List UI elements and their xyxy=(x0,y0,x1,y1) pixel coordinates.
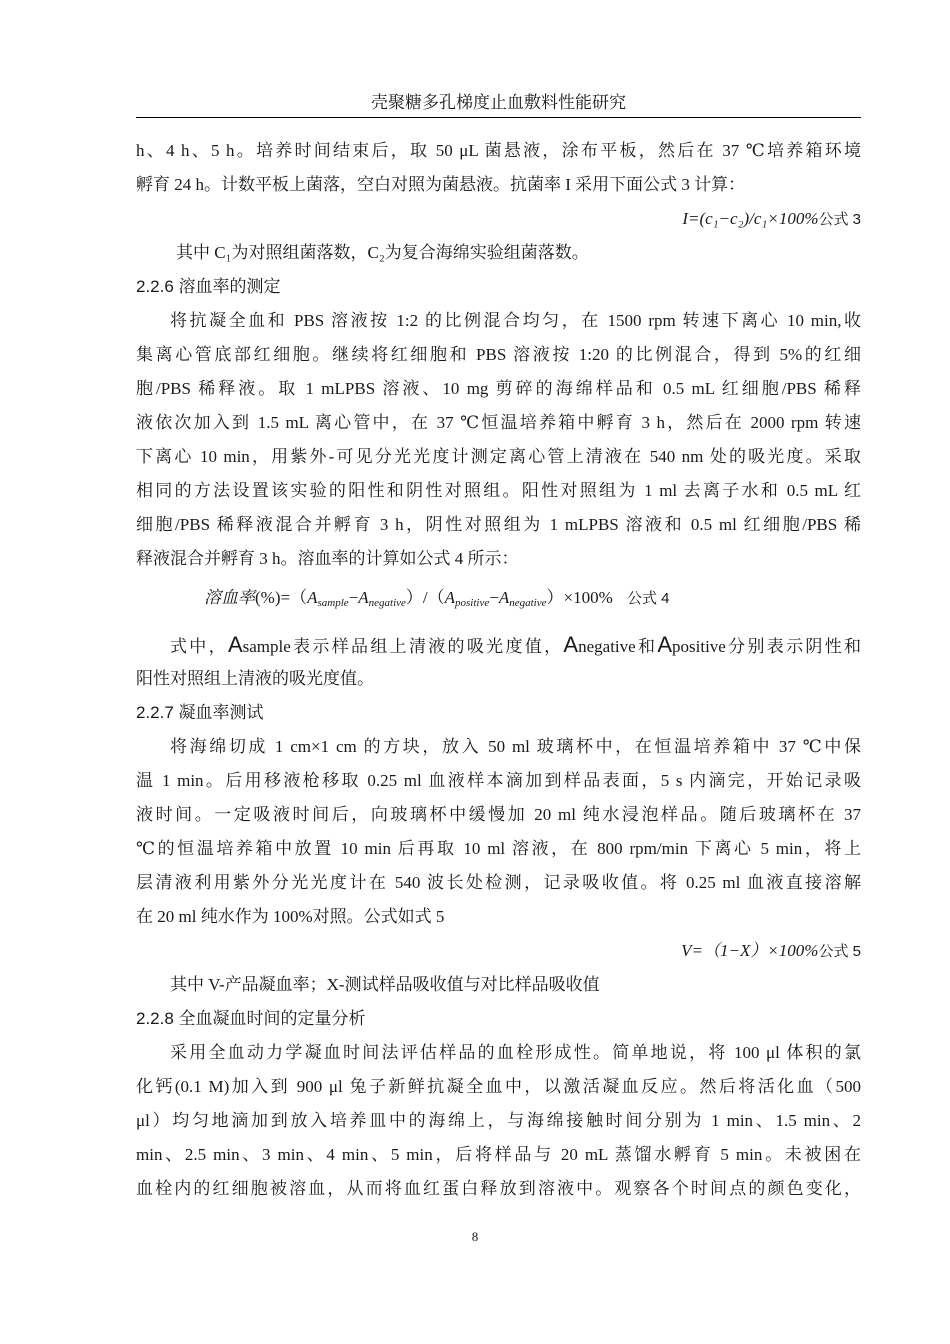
formula-4-minus: − xyxy=(348,588,359,607)
formula-5-note: 其中 V-产品凝血率；X-测试样品吸收值与对比样品吸收值 xyxy=(170,975,600,994)
paragraph-line: 细胞/PBS 稀释液混合并孵育 3 h，阴性对照组为 1 mLPBS 溶液和 0.5 ml 红细胞/PBS 稀 xyxy=(136,515,861,534)
formula-3 xyxy=(136,202,861,236)
paragraph-line: 血栓内的红细胞被溶血，从而将血红蛋白释放到溶液中。观察各个时间点的颜色变化， xyxy=(136,1179,861,1198)
formula-3-note: 其中 C₁为对照组菌落数，C₂为复合海绵实验组菌落数。 xyxy=(176,243,589,262)
paragraph-line: 采用全血动力学凝血时间法评估样品的血栓形成性。简单地说，将 100 μl 体积的氯 xyxy=(170,1043,861,1062)
paragraph-line: h、4 h、5 h。培养时间结束后，取 50 μL 菌悬液，涂布平板，然后在 37 ℃培养箱环境 xyxy=(136,141,861,160)
explain-text-1: 表示样品组上清液的吸光度值， xyxy=(290,637,564,656)
formula-4-mid: ）/（ xyxy=(405,588,445,607)
explain-text-3: 分别表示阴性和 xyxy=(725,637,862,656)
formula-4-tail: ）×100% xyxy=(546,588,613,607)
paragraph-line: 相同的方法设置该实验的阳性和阴性对照组。阳性对照组为 1 ml 去离子水和 0.5 mL 红 xyxy=(136,481,861,500)
section-heading-2-2-6: 2.2.6 溶血率的测定 xyxy=(136,277,281,296)
explain-sub-sample: sample xyxy=(242,637,291,656)
paragraph-line: 将海绵切成 1 cm×1 cm 的方块，放入 50 ml 玻璃杯中，在恒温培养箱中 37 ℃中保 xyxy=(170,737,861,756)
explain-a: A xyxy=(227,632,243,657)
formula-4 xyxy=(136,576,861,628)
formula-4-eq: =（ xyxy=(280,588,308,607)
header-rule xyxy=(136,117,861,118)
paragraph-line: 在 20 ml 纯水作为 100%对照。公式如式 5 xyxy=(136,907,445,926)
running-header: 壳聚糖多孔梯度止血敷料性能研究 xyxy=(371,93,626,112)
explain-sub-negative: negative xyxy=(578,637,636,656)
paragraph-line: 温 1 min。后用移液枪移取 0.25 ml 血液样本滴加到样品表面，5 s 内滴完，开始记录吸 xyxy=(136,771,861,790)
section-heading-2-2-8: 2.2.8 全血凝血时间的定量分析 xyxy=(136,1009,366,1028)
paragraph-line: 下离心 10 min，用紫外-可见分光光度计测定离心管上清液在 540 nm 处的吸光度。采取 xyxy=(136,447,861,466)
explain-sub-positive: positive xyxy=(672,637,726,656)
explain-text-2: 和 xyxy=(635,637,658,656)
page-number: 8 xyxy=(471,1229,479,1244)
formula-4-a: A xyxy=(498,588,510,607)
formula-4-a: A xyxy=(358,588,369,607)
paragraph-line: 集离心管底部红细胞。继续将红细胞和 PBS 溶液按 1:20 的比例混合，得到 5%的红细 xyxy=(136,345,861,364)
formula-4-sub-negative: negative xyxy=(368,597,406,609)
paragraph-line: ℃的恒温培养箱中放置 10 min 后再取 10 ml 溶液，在 800 rpm/min 下离心 5 min，将上 xyxy=(136,839,861,858)
explain-a: A xyxy=(657,632,673,657)
formula-4-lhs: 溶血率 xyxy=(204,588,255,607)
formula-5-expression: V=（1−X）×100% xyxy=(681,941,819,960)
formula-4-sub-negative: negative xyxy=(509,597,547,609)
formula-4-minus: − xyxy=(489,588,499,607)
explain-a: A xyxy=(563,632,579,657)
paragraph-line: 化钙(0.1 M)加入到 900 μl 兔子新鲜抗凝全血中，以激活凝血反应。然后将活化血（500 xyxy=(136,1077,861,1096)
paragraph-line: 释液混合并孵育 3 h。溶血率的计算如公式 4 所示： xyxy=(136,549,519,568)
formula-3-expression: I=(c₁−c₂)/c₁×100% xyxy=(682,209,819,228)
formula-4-label: 公式 4 xyxy=(626,590,670,607)
paragraph-line: 层清液利用紫外分光光度计在 540 波长处检测，记录吸收值。将 0.25 ml 血液直接溶解 xyxy=(136,873,861,892)
formula-4-unit: (%) xyxy=(255,588,281,607)
formula-3-label: 公式 3 xyxy=(818,211,861,228)
paragraph-line: min、2.5 min、3 min、4 min、5 min，后将样品与 20 mL 蒸馏水孵育 5 min。未被困在 xyxy=(136,1145,861,1164)
formula-4-a: A xyxy=(307,588,318,607)
explain-prefix: 式中， xyxy=(170,637,228,656)
paragraph-line: 液依次加入到 1.5 mL 离心管中，在 37 ℃恒温培养箱中孵育 3 h，然后在 2000 rpm 转速 xyxy=(136,413,861,432)
formula-4-sub-positive: positive xyxy=(455,597,490,609)
formula-4-sub-sample: sample xyxy=(317,597,349,609)
formula-4-explanation xyxy=(136,628,861,662)
paragraph-line: 胞/PBS 稀释液。取 1 mLPBS 溶液、10 mg 剪碎的海绵样品和 0.5 mL 红细胞/PBS 稀释 xyxy=(136,379,861,398)
page-content xyxy=(136,134,861,1206)
formula-4-a: A xyxy=(444,588,456,607)
paragraph-line: μl）均匀地滴加到放入培养皿中的海绵上，与海绵接触时间分别为 1 min、1.5 min、2 xyxy=(136,1111,861,1130)
paragraph-line: 将抗凝全血和 PBS 溶液按 1:2 的比例混合均匀，在 1500 rpm 转速下离心 10 min,收 xyxy=(170,311,861,330)
paragraph-line: 孵育 24 h。计数平板上菌落，空白对照为菌悬液。抗菌率 I 采用下面公式 3 计算： xyxy=(136,175,746,194)
section-heading-2-2-7: 2.2.7 凝血率测试 xyxy=(136,703,264,722)
formula-5 xyxy=(136,934,861,968)
paragraph-line: 液时间。一定吸液时间后，向玻璃杯中缓慢加 20 ml 纯水浸泡样品。随后玻璃杯在 37 xyxy=(136,805,861,824)
formula-5-label: 公式 5 xyxy=(818,943,861,960)
paragraph-line: 阳性对照组上清液的吸光度值。 xyxy=(136,669,374,688)
